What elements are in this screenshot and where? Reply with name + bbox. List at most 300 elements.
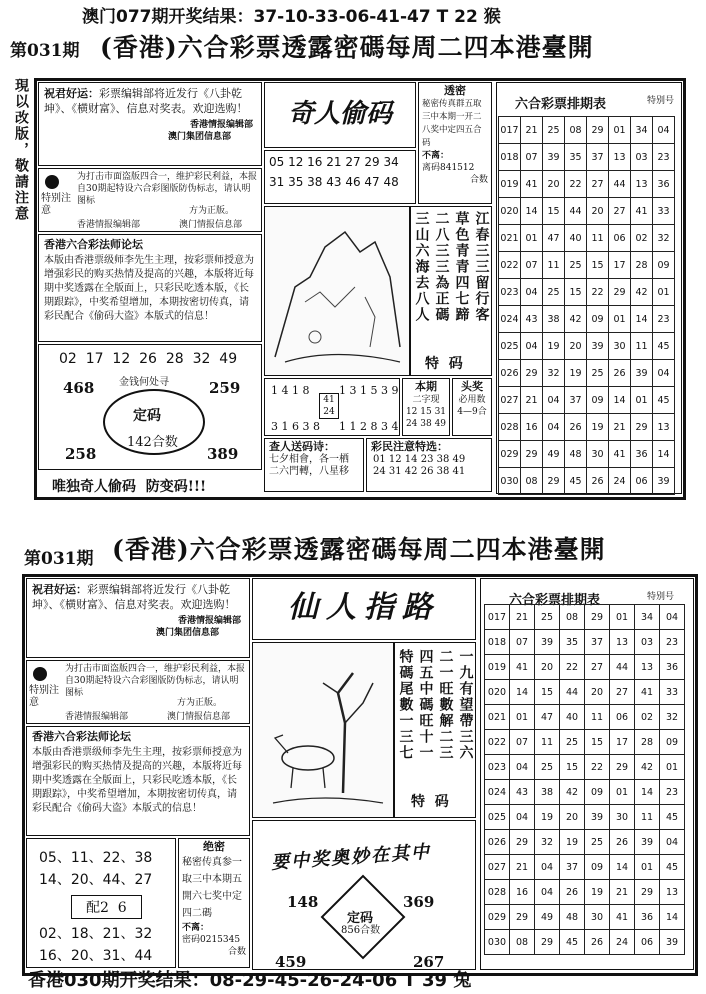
schedule-number-cell: 17 — [610, 730, 635, 755]
schedule-number-cell: 45 — [565, 468, 587, 495]
nums-line2-b: 14、20、44、27 — [39, 872, 153, 888]
schedule-number-cell: 09 — [660, 730, 685, 755]
schedule-number-cell: 21 — [521, 117, 543, 144]
schedule-number-cell: 14 — [609, 387, 631, 414]
schedule-number-cell: 04 — [660, 830, 685, 855]
schedule-row — [499, 225, 675, 252]
schedule-number-cell: 47 — [543, 225, 565, 252]
forum-box-bottom — [26, 726, 250, 836]
schedule-number-cell: 25 — [585, 830, 610, 855]
schedule-number-cell: 24 — [609, 468, 631, 495]
center-nums1-top: 05 12 16 21 27 29 34 — [269, 155, 399, 169]
schedule-number-cell: 14 — [521, 198, 543, 225]
schedule-row — [499, 144, 675, 171]
schedule-issue-cell: 028 — [485, 880, 510, 905]
schedule-number-cell: 30 — [587, 441, 609, 468]
poem-col-2-top: 草色青青四七蹄 — [453, 211, 470, 323]
circle-bl-b: 459 — [275, 953, 307, 971]
schedule-number-cell: 26 — [560, 880, 585, 905]
schedule-number-cell: 20 — [585, 680, 610, 705]
poem-box-top — [410, 206, 492, 376]
schedule-number-cell: 20 — [565, 333, 587, 360]
notice-label: 特别注意 — [41, 193, 71, 216]
schedule-number-cell: 29 — [609, 279, 631, 306]
schedule-row — [499, 279, 675, 306]
schedule-number-cell: 23 — [653, 306, 675, 333]
poem-col-2-b: 二一旺數解二三 — [437, 649, 454, 761]
schedule-number-cell: 32 — [535, 830, 560, 855]
schedule-number-cell: 22 — [565, 171, 587, 198]
circle-tl-top: 468 — [63, 379, 95, 397]
arc-text-b: 要中奖奥妙在其中 — [270, 841, 432, 874]
schedule-number-cell: 29 — [610, 755, 635, 780]
schedule-row — [499, 468, 675, 495]
schedule-number-cell: 25 — [543, 279, 565, 306]
schedule-number-cell: 03 — [635, 630, 660, 655]
tip-box-top — [366, 438, 492, 492]
schedule-row — [485, 730, 685, 755]
schedule-number-cell: 23 — [660, 630, 685, 655]
mi-sum: 合数 — [469, 175, 488, 185]
schedule-number-cell: 03 — [631, 144, 653, 171]
schedule-number-cell: 26 — [610, 830, 635, 855]
schedule-number-cell: 26 — [585, 930, 610, 955]
schedule-number-cell: 20 — [535, 655, 560, 680]
schedule-number-cell: 09 — [653, 252, 675, 279]
nums-line4-b: 16、20、31、44 — [39, 948, 153, 964]
schedule-row — [499, 117, 675, 144]
schedule-number-cell: 29 — [635, 880, 660, 905]
schedule-row — [485, 755, 685, 780]
schedule-number-cell: 37 — [560, 855, 585, 880]
schedule-number-cell: 42 — [565, 306, 587, 333]
schedule-number-cell: 41 — [635, 680, 660, 705]
schedule-row — [485, 855, 685, 880]
circle-center-top: 定码 — [133, 408, 161, 424]
schedule-row — [485, 780, 685, 805]
schedule-number-cell: 08 — [521, 468, 543, 495]
circle-tl-b: 148 — [287, 893, 319, 911]
schedule-number-cell: 29 — [631, 414, 653, 441]
tou-range: 4—9合 — [457, 407, 487, 417]
congrats-heading-b: 祝君好运： — [32, 583, 87, 596]
trio-left: 1 4 1 8 — [271, 384, 310, 397]
schedule-number-cell: 01 — [610, 780, 635, 805]
schedule-number-cell: 36 — [653, 171, 675, 198]
schedule-number-cell: 28 — [631, 252, 653, 279]
forum-box-top — [38, 234, 262, 342]
schedule-number-cell: 21 — [521, 387, 543, 414]
schedule-issue-cell: 023 — [485, 755, 510, 780]
schedule-issue-cell: 030 — [499, 468, 521, 495]
jue-box-bottom — [178, 838, 250, 968]
schedule-row — [485, 830, 685, 855]
poem-box-bottom — [394, 642, 476, 818]
schedule-issue-cell: 024 — [485, 780, 510, 805]
circle-tr-top: 259 — [209, 379, 241, 397]
schedule-number-cell: 24 — [610, 930, 635, 955]
forum-body: 本版由香港票级师李先生主理，按彩票师授意为增强彩民的购买热情及提高的兴趣，本版将近每期中奖透露在全版面上，只彩民吃透本版，《长期跟踪》，中奖希望增加，本期按密切传真，请彩民配合《偷码大盗》本版式的信息！ — [44, 255, 254, 322]
schedule-number-cell: 28 — [635, 730, 660, 755]
schedule-number-cell: 26 — [565, 414, 587, 441]
schedule-row — [499, 333, 675, 360]
special-label-top: 特 码 — [425, 356, 463, 372]
schedule-issue-cell: 021 — [485, 705, 510, 730]
notice-sign1: 香港情报编辑部 — [77, 220, 141, 230]
schedule-number-cell: 21 — [609, 414, 631, 441]
schedule-number-cell: 25 — [587, 360, 609, 387]
schedule-row — [499, 171, 675, 198]
schedule-number-cell: 45 — [560, 930, 585, 955]
circle-bl-top: 258 — [65, 445, 97, 463]
benqi-title: 本期 — [415, 380, 437, 393]
schedule-number-cell: 23 — [653, 144, 675, 171]
schedule-number-cell: 04 — [653, 360, 675, 387]
schedule-number-cell: 11 — [631, 333, 653, 360]
schedule-number-cell: 11 — [535, 730, 560, 755]
sender-box-top — [264, 438, 364, 492]
schedule-number-cell: 48 — [565, 441, 587, 468]
schedule-issue-cell: 026 — [485, 830, 510, 855]
sender-line2: 二六門轉，八星移 — [269, 466, 349, 477]
schedule-number-cell: 09 — [587, 387, 609, 414]
congrats-sign2-b: 澳门集团信息部 — [155, 628, 219, 638]
trio-box-top — [264, 378, 400, 436]
schedule-number-cell: 34 — [631, 117, 653, 144]
schedule-number-cell: 42 — [631, 279, 653, 306]
schedule-number-cell: 42 — [560, 780, 585, 805]
schedule-issue-cell: 030 — [485, 930, 510, 955]
schedule-number-cell: 14 — [631, 306, 653, 333]
schedule-number-cell: 41 — [610, 905, 635, 930]
schedule-number-cell: 37 — [587, 144, 609, 171]
schedule-number-cell: 09 — [585, 780, 610, 805]
poem-col-1-top: 江春三三留行客 — [473, 211, 490, 323]
schedule-row — [485, 630, 685, 655]
schedule-number-cell: 39 — [635, 830, 660, 855]
schedule-number-cell: 29 — [535, 930, 560, 955]
schedule-number-cell: 04 — [535, 855, 560, 880]
schedule-row — [485, 880, 685, 905]
mi-body: 秘密传真群五取三中本期一开二八奖中定四五合码 — [422, 99, 482, 148]
schedule-number-cell: 04 — [653, 117, 675, 144]
schedule-number-cell: 27 — [585, 655, 610, 680]
schedule-issue-cell: 022 — [499, 252, 521, 279]
schedule-number-cell: 35 — [565, 144, 587, 171]
schedule-number-cell: 19 — [535, 805, 560, 830]
schedule-number-cell: 27 — [609, 198, 631, 225]
notice-sign2: 澳门情报信息部 — [179, 220, 243, 230]
schedule-number-cell: 22 — [585, 755, 610, 780]
mountain-sketch — [264, 206, 410, 376]
tou-box-top — [452, 378, 492, 436]
schedule-number-cell: 17 — [609, 252, 631, 279]
schedule-number-cell: 44 — [565, 198, 587, 225]
schedule-number-cell: 01 — [610, 605, 635, 630]
schedule-number-cell: 37 — [565, 387, 587, 414]
schedule-number-cell: 39 — [585, 805, 610, 830]
schedule-number-cell: 37 — [585, 630, 610, 655]
jue-rule: 不离： — [182, 923, 210, 933]
schedule-tag-bottom: 特别号 — [647, 592, 675, 602]
schedule-number-cell: 33 — [660, 680, 685, 705]
schedule-number-cell: 41 — [609, 441, 631, 468]
schedule-number-cell: 15 — [535, 680, 560, 705]
schedule-number-cell: 13 — [635, 655, 660, 680]
schedule-number-cell: 01 — [660, 755, 685, 780]
schedule-number-cell: 26 — [609, 360, 631, 387]
schedule-number-cell: 44 — [609, 171, 631, 198]
schedule-number-cell: 06 — [609, 225, 631, 252]
mi-box-top — [418, 82, 492, 204]
schedule-number-cell: 29 — [521, 441, 543, 468]
circle-box-top — [38, 344, 262, 470]
pei-box-b: 配2 6 — [71, 895, 142, 919]
mi-nums: 离码841512 — [422, 163, 475, 173]
congrats-body: 彩票编辑部将近发行《八卦乾坤》、《横财富》、信息对奖表。欢迎选购！ — [44, 87, 248, 115]
schedule-title-bottom: 六合彩票排期表 — [509, 593, 601, 608]
schedule-row — [499, 252, 675, 279]
schedule-number-cell: 08 — [510, 930, 535, 955]
poem-col-1-b: 一九有望帶三六 — [457, 649, 474, 761]
schedule-number-cell: 07 — [510, 730, 535, 755]
trio-bottom-left: 3 1 6 3 8 — [271, 420, 320, 433]
schedule-tag-top: 特别号 — [647, 96, 675, 106]
schedule-number-cell: 45 — [653, 333, 675, 360]
schedule-number-cell: 25 — [565, 252, 587, 279]
schedule-number-cell: 04 — [535, 880, 560, 905]
schedule-number-cell: 14 — [510, 680, 535, 705]
schedule-number-cell: 29 — [510, 830, 535, 855]
forum-heading: 香港六合彩法师论坛 — [44, 238, 143, 251]
schedule-number-cell: 06 — [610, 705, 635, 730]
trio-right: 1 3 1 5 3 9 — [339, 384, 399, 397]
schedule-number-cell: 01 — [609, 306, 631, 333]
schedule-number-cell: 19 — [543, 333, 565, 360]
schedule-row — [499, 198, 675, 225]
schedule-number-cell: 15 — [543, 198, 565, 225]
bomb-icon-b — [33, 667, 47, 681]
schedule-number-cell: 45 — [660, 855, 685, 880]
schedule-number-cell: 01 — [631, 387, 653, 414]
schedule-number-cell: 38 — [543, 306, 565, 333]
xian-title-box — [252, 578, 476, 640]
schedule-number-cell: 21 — [510, 855, 535, 880]
schedule-number-cell: 19 — [560, 830, 585, 855]
schedule-number-cell: 48 — [560, 905, 585, 930]
schedule-number-cell: 04 — [543, 414, 565, 441]
schedule-number-cell: 43 — [521, 306, 543, 333]
numbers-line-top: 02 17 12 26 28 32 49 — [59, 351, 238, 367]
tip-line1: 01 12 14 23 38 49 — [373, 454, 466, 465]
schedule-number-cell: 39 — [631, 360, 653, 387]
schedule-number-cell: 04 — [510, 755, 535, 780]
schedule-number-cell: 14 — [635, 780, 660, 805]
nums-box-bottom — [26, 838, 176, 968]
schedule-number-cell: 21 — [510, 605, 535, 630]
schedule-number-cell: 27 — [610, 680, 635, 705]
issue-label-top: 第031期 — [10, 41, 80, 61]
schedule-number-cell: 07 — [521, 252, 543, 279]
mi-label: 透密 — [444, 84, 466, 97]
schedule-number-cell: 04 — [660, 605, 685, 630]
schedule-number-cell: 30 — [585, 905, 610, 930]
schedule-row — [485, 805, 685, 830]
schedule-issue-cell: 025 — [499, 333, 521, 360]
schedule-issue-cell: 025 — [485, 805, 510, 830]
schedule-number-cell: 42 — [635, 755, 660, 780]
schedule-number-cell: 06 — [631, 468, 653, 495]
sender-line1: 七夕相會，各一栖 — [269, 454, 349, 465]
schedule-issue-cell: 019 — [499, 171, 521, 198]
congrats-body-b: 彩票编辑部将近发行《八卦乾坤》、《横财富》、信息对奖表。欢迎选购！ — [32, 583, 236, 611]
footer-slogan-top: 唯独奇人偷码 防变码!!! — [52, 479, 207, 495]
schedule-number-cell: 25 — [543, 117, 565, 144]
schedule-number-cell: 08 — [560, 605, 585, 630]
schedule-issue-cell: 024 — [499, 306, 521, 333]
tou-title: 头奖 — [461, 380, 483, 393]
schedule-number-cell: 01 — [653, 279, 675, 306]
schedule-issue-cell: 019 — [485, 655, 510, 680]
jue-sum: 合数 — [227, 947, 246, 957]
schedule-number-cell: 19 — [565, 360, 587, 387]
schedule-issue-cell: 018 — [499, 144, 521, 171]
notice-genuine-b: 方为正版。 — [177, 698, 223, 708]
schedule-issue-cell: 026 — [499, 360, 521, 387]
schedule-number-cell: 22 — [587, 279, 609, 306]
tou-sub: 必用数 — [458, 395, 486, 405]
forum-heading-b: 香港六合彩法师论坛 — [32, 730, 131, 743]
schedule-number-cell: 39 — [653, 468, 675, 495]
schedule-number-cell: 21 — [610, 880, 635, 905]
schedule-number-cell: 29 — [521, 360, 543, 387]
schedule-number-cell: 25 — [535, 605, 560, 630]
schedule-number-cell: 09 — [585, 855, 610, 880]
schedule-issue-cell: 017 — [485, 605, 510, 630]
schedule-number-cell: 44 — [610, 655, 635, 680]
schedule-row — [485, 680, 685, 705]
nums-line1-b: 05、11、22、38 — [39, 850, 153, 866]
schedule-number-cell: 02 — [631, 225, 653, 252]
schedule-number-cell: 13 — [610, 630, 635, 655]
schedule-number-cell: 27 — [587, 171, 609, 198]
schedule-number-cell: 29 — [543, 468, 565, 495]
schedule-row — [499, 414, 675, 441]
notice-sign2-b: 澳门情报信息部 — [167, 712, 231, 722]
schedule-number-cell: 45 — [653, 387, 675, 414]
schedule-number-cell: 11 — [585, 705, 610, 730]
congrats-box-bottom — [26, 578, 250, 658]
schedule-table-bottom — [484, 604, 685, 955]
notice-genuine: 方为正版。 — [189, 206, 235, 216]
poem-col-3-b: 四五中碼旺十一 — [417, 649, 434, 761]
schedule-number-cell: 29 — [585, 605, 610, 630]
schedule-number-cell: 20 — [587, 198, 609, 225]
nums-line3-b: 02、18、21、32 — [39, 926, 153, 942]
schedule-row — [485, 655, 685, 680]
schedule-number-cell: 34 — [635, 605, 660, 630]
circle-center-b: 定码 — [347, 911, 374, 926]
mountain-illustration-icon — [265, 207, 411, 377]
schedule-number-cell: 09 — [587, 306, 609, 333]
tree-deer-illustration-icon — [253, 643, 395, 819]
schedule-number-cell: 04 — [521, 333, 543, 360]
schedule-number-cell: 40 — [565, 225, 587, 252]
schedule-number-cell: 47 — [535, 705, 560, 730]
circle-br-top: 389 — [207, 445, 239, 463]
schedule-number-cell: 39 — [587, 333, 609, 360]
schedule-number-cell: 06 — [635, 930, 660, 955]
center-nums-box-top — [264, 150, 416, 204]
circle-tr-b: 369 — [403, 893, 435, 911]
schedule-number-cell: 04 — [510, 805, 535, 830]
schedule-row — [485, 930, 685, 955]
notice-label-b: 特别注意 — [29, 685, 59, 708]
schedule-number-cell: 41 — [510, 655, 535, 680]
page-title-top: (香港)六合彩票透露密碼每周二四本港臺開 — [100, 33, 594, 62]
poem-col-4-b: 特碼尾數一三七 — [397, 649, 414, 761]
schedule-row — [499, 387, 675, 414]
schedule-number-cell: 38 — [535, 780, 560, 805]
schedule-number-cell: 36 — [631, 441, 653, 468]
center-title-box-top — [264, 82, 416, 148]
notice-box-bottom — [26, 660, 250, 724]
schedule-row — [485, 905, 685, 930]
benqi-nums: 12 15 31 24 38 49 — [405, 407, 447, 429]
trio-center-box: 41 24 — [319, 393, 339, 419]
schedule-number-cell: 20 — [560, 805, 585, 830]
schedule-number-cell: 15 — [565, 279, 587, 306]
side-notice: 現以改版，敬請注意 — [13, 78, 29, 222]
schedule-issue-cell: 023 — [499, 279, 521, 306]
schedule-number-cell: 01 — [510, 705, 535, 730]
schedule-title-top: 六合彩票排期表 — [515, 97, 607, 112]
schedule-number-cell: 29 — [587, 117, 609, 144]
notice-body-b: 为打击市面盗版四合一，维护彩民利益，本报自30期起特设六合彩图版防伪标志，请认明图标 — [65, 664, 246, 698]
schedule-issue-cell: 018 — [485, 630, 510, 655]
schedule-issue-cell: 022 — [485, 730, 510, 755]
schedule-number-cell: 15 — [587, 252, 609, 279]
schedule-number-cell: 22 — [560, 655, 585, 680]
congrats-sign1-b: 香港情报编辑部 — [177, 616, 241, 626]
schedule-number-cell: 23 — [660, 780, 685, 805]
schedule-number-cell: 02 — [635, 705, 660, 730]
schedule-number-cell: 30 — [609, 333, 631, 360]
schedule-number-cell: 04 — [521, 279, 543, 306]
congrats-heading: 祝君好运： — [44, 87, 99, 100]
schedule-number-cell: 35 — [560, 630, 585, 655]
schedule-number-cell: 13 — [660, 880, 685, 905]
schedule-issue-cell: 028 — [499, 414, 521, 441]
schedule-number-cell: 04 — [543, 387, 565, 414]
bomb-icon — [45, 175, 59, 189]
schedule-number-cell: 20 — [543, 171, 565, 198]
schedule-issue-cell: 029 — [499, 441, 521, 468]
top-result-banner: 澳门077期开奖结果：37-10-33-06-41-47 T 22 猴 — [82, 7, 501, 27]
schedule-number-cell: 26 — [587, 468, 609, 495]
schedule-row — [499, 441, 675, 468]
arc-box-bottom — [252, 820, 476, 970]
congrats-box-top — [38, 82, 262, 166]
schedule-number-cell: 32 — [660, 705, 685, 730]
schedule-number-cell: 43 — [510, 780, 535, 805]
circle-sum-top: 142合数 — [127, 435, 178, 450]
bottom-result-banner: 香港030期开奖结果：08-29-45-26-24-06 T 39 兔 — [28, 970, 472, 991]
schedule-number-cell: 14 — [610, 855, 635, 880]
schedule-number-cell: 07 — [521, 144, 543, 171]
jue-title: 绝密 — [203, 840, 225, 853]
poem-col-3-top: 二八三三為正碼 — [433, 211, 450, 323]
